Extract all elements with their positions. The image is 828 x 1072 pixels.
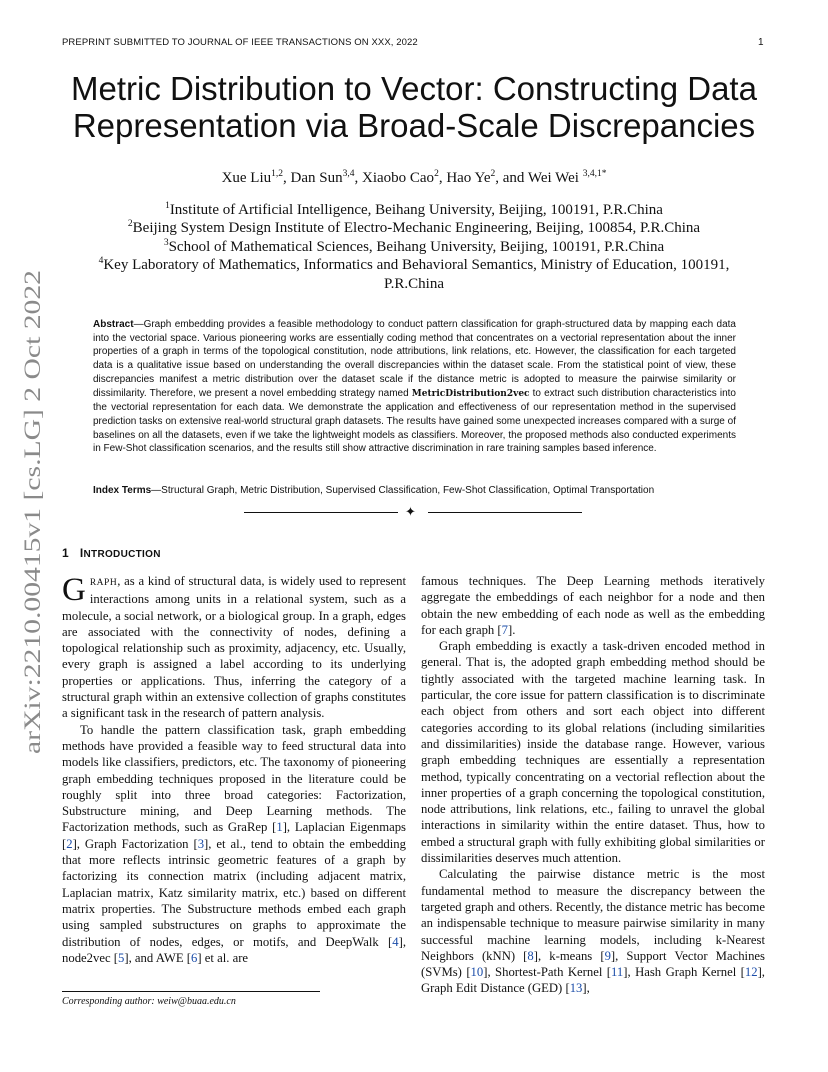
citation-link[interactable]: 2 (66, 836, 73, 851)
citation-link[interactable]: 1 (276, 820, 283, 835)
affiliation-number: 4 (98, 256, 104, 267)
author-list (40, 170, 788, 187)
affiliation-number: 2 (127, 219, 133, 230)
paragraph-text: ], Hash Graph Kernel [ (623, 965, 745, 980)
footnote: Corresponding author: weiw@buaa.edu.cn (62, 996, 236, 1007)
affiliation-tail: P.R.China (383, 275, 444, 292)
footnote-rule (62, 991, 320, 992)
author-name: Hao Ye (446, 170, 491, 186)
author-separator: , (354, 170, 362, 186)
title-line-1: Metric Distribution to Vector: Constructing Data (71, 70, 757, 107)
citation-link[interactable]: 3 (197, 836, 205, 851)
author-affiliation-marker: 3,4 (342, 169, 355, 179)
citation-link[interactable]: 6 (191, 950, 198, 965)
citation-link[interactable]: 10 (470, 965, 484, 980)
paragraph-text: ], node2vec [ (62, 934, 406, 965)
paragraph-text: , as a kind of structural data, is widely used to represent interactions among units in a relational system, such as a molecule, a social network, or a biological group. In a graph, edges are associated with the connectivity of nodes, defining a topological relationship such as proximity, adjacency, etc. Usually, every graph is assigned a label according to its underlying properties or applications. Thus, inferring the category of a structural graph within an extensive collection of graphs constitutes a significant task in the research of pattern analysis. (62, 574, 406, 721)
affiliation (40, 201, 788, 219)
citation-link[interactable]: 9 (604, 948, 611, 963)
abstract-label: Abstract (93, 319, 134, 330)
arxiv-stamp (10, 268, 50, 754)
author-name: Xue Liu (221, 170, 272, 186)
abstract (93, 318, 736, 456)
author-affiliation-marker: 2 (490, 169, 496, 179)
author-name: Wei Wei (527, 170, 583, 186)
section-heading (62, 546, 161, 560)
paper-title (40, 70, 788, 144)
affiliation (40, 219, 788, 237)
paragraph: Graph embedding is exactly a task-driven encoded method in general. That is, the adopted graph embedding method should be tightly associated with the targeted machine learning task. In particular, the core issue for pattern classification is to discriminate each object from others and sort each object into different categories according to its global relations (including similarities and dissimilarities) inside the database range. However, various graph embedding techniques are essentially a representation method, typically concentrating on a vectorial reflection about the inner properties of a graph concerning the topological constitution, node attributions, link relations, etc., failing to unravel the global interactions in similarity within the entire dataset. Thus, how to embed a structural graph with fully exhibiting global similarities or dissimilarities deserves much attention. (421, 639, 765, 866)
paragraph (421, 866, 765, 996)
paragraph-text: ]. (508, 622, 516, 637)
arxiv-stamp-text: arXiv:2210.00415v1 [cs.LG] 2 Oct 2022 (20, 378, 45, 754)
index-terms-label: Index Terms (93, 485, 152, 496)
abstract-text-after: to extract such distribution characteristics into the vectorial representation for each data. We demonstrate the application and effectiveness of our representation method in the supervised prediction tasks on extensive real-world structural graph datasets. The results have gained some unexpected increases compared with a surge of baselines on all the datasets, even if we take the lightweight models as classifiers. Moreover, the proposed methods also conducted experiments in Few-Shot classification scenarios, and the results still show attractive discrimination in rare training samples based inference. (93, 387, 736, 455)
running-header: PREPRINT SUBMITTED TO JOURNAL OF IEEE TRANSACTIONS ON XXX, 2022 (62, 37, 418, 48)
citation-link[interactable]: 5 (118, 950, 125, 965)
affiliation-number: 1 (165, 201, 170, 211)
citation-link[interactable]: 8 (527, 948, 534, 963)
affiliation-number: 3 (163, 237, 169, 248)
affiliation-text: Institute of Artificial Intelligence, Beihang University, Beijing, 100191, P.R.China (169, 202, 663, 218)
index-terms (93, 485, 736, 496)
paragraph-text: ], Graph Factorization [ (72, 836, 198, 851)
author-name: Dan Sun (290, 170, 343, 186)
paragraph (62, 573, 406, 722)
smallcaps-word: RAPH (89, 578, 118, 588)
paragraph-text: ], (582, 981, 590, 996)
paragraph-text: To handle the pattern classification task, graph embedding methods have provided a feasible way to feed structural data into models like classifiers, predictors, etc. The taxonomy of pioneering graph embedding techniques proposed in the literature could be roughly split into three broad categories: Factorization, Substructure mining, and Deep Learning methods. The Factorization methods, such as GraRep [ (62, 722, 406, 835)
affiliation-list (40, 201, 788, 293)
divider-line-right (428, 512, 582, 513)
title-line-2: Representation via Broad-Scale Discrepancies (72, 107, 756, 144)
section-first-letter: I (79, 546, 84, 560)
paragraph (62, 722, 406, 966)
paragraph-text: famous techniques. The Deep Learning methods iteratively aggregate the embeddings of each neighbor for a node and then obtain the new embedding of each node as well as the embedding for each graph [ (421, 574, 765, 637)
affiliation-text: Key Laboratory of Mathematics, Informatics and Behavioral Semantics, Ministry of Education, 100191, (103, 257, 730, 274)
paragraph-text: ], Support Vector Machines (SVMs) [ (421, 948, 765, 980)
drop-cap: G (62, 572, 86, 608)
section-number: 1 (62, 546, 69, 560)
citation-link[interactable]: 12 (744, 965, 758, 980)
affiliation-text: School of Mathematical Sciences, Beihang University, Beijing, 100191, P.R.China (168, 238, 665, 255)
divider-line-left (244, 512, 398, 513)
paragraph (421, 573, 765, 638)
page-number: 1 (758, 37, 764, 48)
method-name: MetricDistribution2vec (411, 388, 530, 399)
author-affiliation-marker: 3,4,1* (582, 169, 607, 179)
author-name: Xiaobo Cao (361, 170, 435, 186)
paragraph-text: ], Graph Edit Distance (GED) [ (421, 965, 765, 996)
paragraph-text: ], Shortest-Path Kernel [ (483, 965, 612, 980)
index-terms-text: —Structural Graph, Metric Distribution, Supervised Classification, Few-Shot Classification, Optimal Transportation (151, 485, 655, 496)
affiliation (40, 238, 788, 256)
paragraph-text: ] et al. are (197, 950, 249, 965)
affiliation-text: Beijing System Design Institute of Electro-Mechanic Engineering, Beijing, 100854, P.R.China (132, 220, 701, 237)
author-affiliation-marker: 2 (434, 169, 439, 179)
affiliation (40, 256, 788, 274)
citation-link[interactable]: 11 (611, 965, 624, 980)
author-separator: , (283, 170, 291, 186)
paragraph-text: ], and AWE [ (124, 950, 191, 965)
citation-link[interactable]: 4 (392, 934, 399, 949)
left-column (62, 573, 406, 966)
author-affiliation-marker: 1,2 (271, 169, 284, 179)
citation-link[interactable]: 13 (569, 981, 583, 996)
paragraph-text: ], Laplacian Eigenmaps [ (62, 820, 406, 851)
citation-link[interactable]: 7 (501, 622, 509, 637)
paragraph-text: ], et al., tend to obtain the embedding that more reflects intrinsic geometric features of a graph by factorizing its connection matrix (including adjacent matrix, Laplacian matrix, Katz similarity matrix, etc.) based on different matrix properties. The Substructure methods embed each graph using sampled substructures on graphs to approximate the distribution of nodes, edges, or motifs, and DeepWalk [ (62, 836, 406, 949)
divider-diamond-icon: ✦ (405, 504, 416, 519)
paragraph-text: ], k-means [ (533, 948, 605, 963)
abstract-text-before: —Graph embedding provides a feasible methodology to conduct pattern classification for graph-structured data by mapping each data into the vectorial space. Various pioneering works are essentially coding method that concentrates on a vectorial representation about the inner properties of a graph in terms of the topological constitution, node attributions, link relations, etc. However, the classification for each targeted data is a qualitative issue based on understanding the overall discrepancies within the dataset scale. From the statistical point of view, these discrepancies manifest a metric distribution over the dataset scale if the distance metric is adopted to measure the pairwise similarity or dissimilarity. Therefore, we present a novel embedding strategy named (93, 319, 736, 399)
author-separator: , and (495, 170, 528, 186)
section-title-rest: NTRODUCTION (83, 549, 161, 560)
paragraph-text: Calculating the pairwise distance metric is the most fundamental method to measure the discrepancy between the targeted graph and others. Recently, the distance metric has become an indispensable technique to measure pairwise similarity in many successful machine learning models, including k-Nearest Neighbors (kNN) [ (421, 867, 765, 963)
author-separator: , (438, 170, 447, 186)
right-column (421, 573, 765, 997)
